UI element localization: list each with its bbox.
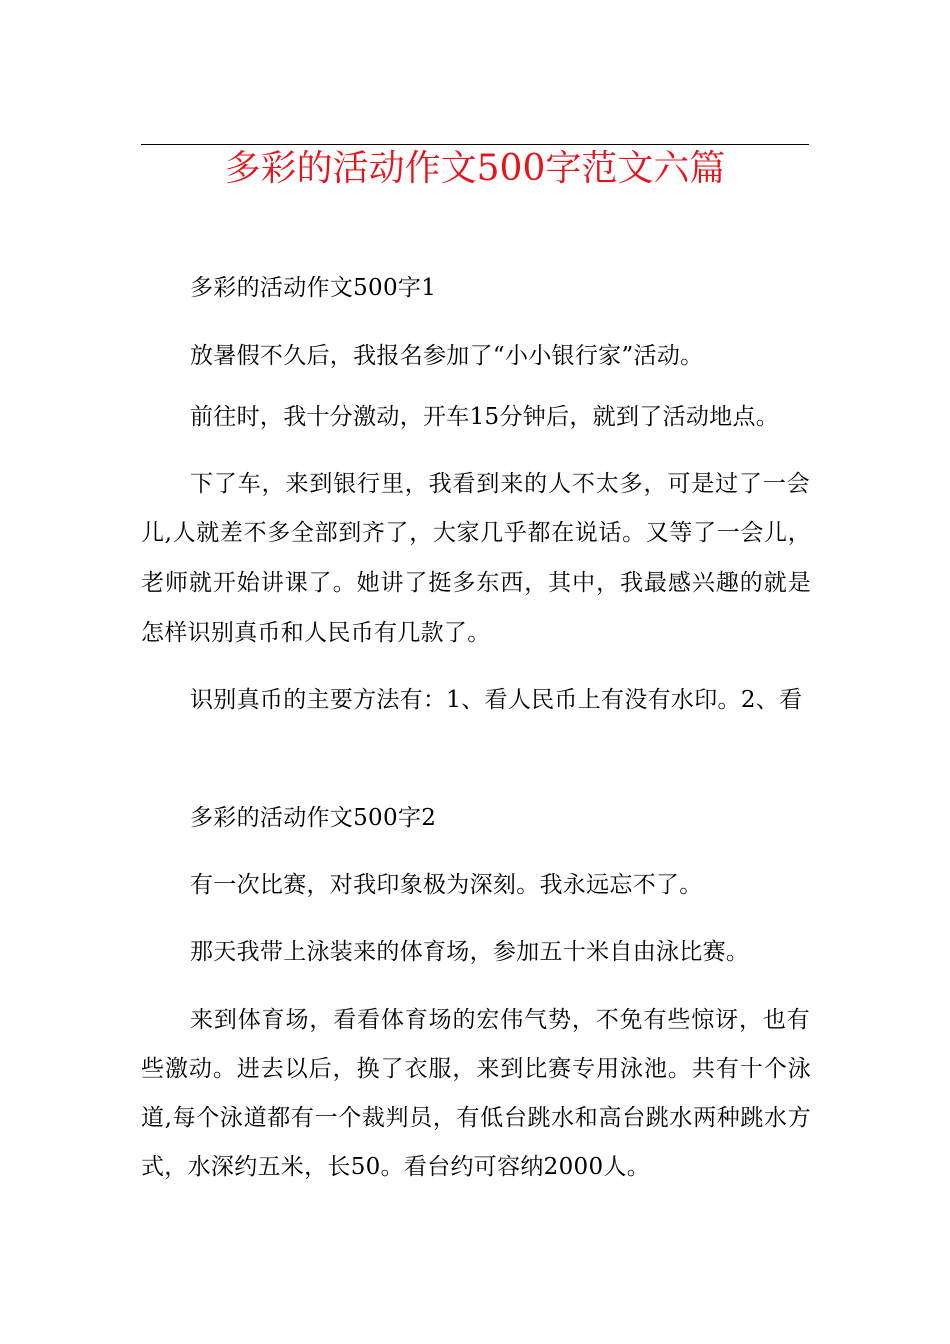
document-title: 多彩的活动作文500字范文六篇 [224, 148, 726, 189]
title-rule [141, 144, 809, 145]
paragraph-line: 来到体育场，看看体育场的宏伟气势，不免有些惊讶，也有 [190, 1007, 810, 1033]
paragraph-line: 有一次比赛，对我印象极为深刻。我永远忘不了。 [190, 872, 703, 898]
paragraph-line: 式，水深约五米，长50。看台约可容纳2000人。 [141, 1154, 650, 1180]
section-heading: 多彩的活动作文500字2 [190, 805, 437, 831]
section-heading: 多彩的活动作文500字1 [190, 275, 437, 301]
paragraph-line: 下了车，来到银行里，我看到来的人不太多，可是过了一会 [190, 471, 810, 497]
paragraph-line: 前往时，我十分激动，开车15分钟后，就到了活动地点。 [190, 404, 780, 430]
paragraph-line: 放暑假不久后，我报名参加了“小小银行家”活动。 [190, 343, 704, 369]
paragraph-line: 那天我带上泳装来的体育场，参加五十米自由泳比赛。 [190, 939, 750, 965]
paragraph-line: 老师就开始讲课了。她讲了挺多东西，其中，我最感兴趣的就是 [141, 570, 811, 596]
paragraph-line: 识别真币的主要方法有：1、看人民币上有没有水印。2、看 [190, 687, 803, 713]
paragraph-line: 道,每个泳道都有一个裁判员，有低台跳水和高台跳水两种跳水方 [141, 1105, 811, 1131]
paragraph-line: 怎样识别真币和人民币有几款了。 [141, 620, 491, 646]
paragraph-line: 儿,人就差不多全部到齐了，大家几乎都在说话。又等了一会儿， [141, 520, 811, 546]
paragraph-line: 些激动。进去以后，换了衣服，来到比赛专用泳池。共有十个泳 [141, 1056, 811, 1082]
